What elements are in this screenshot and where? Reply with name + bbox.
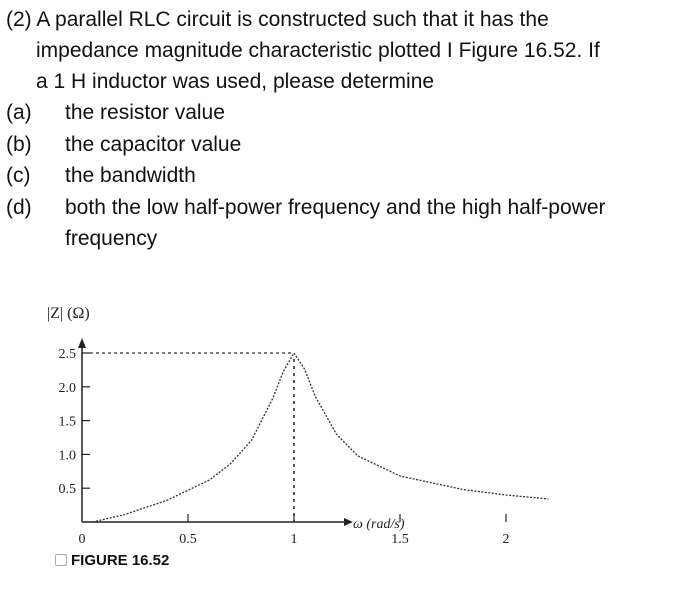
part-text: the capacitor value bbox=[65, 133, 242, 156]
y-tick-label: 2.5 bbox=[58, 347, 76, 362]
y-tick-label: 0.5 bbox=[58, 482, 76, 498]
y-tick-label: 1.5 bbox=[58, 414, 76, 430]
part-text: the bandwidth bbox=[65, 164, 196, 187]
figure-caption-text: FIGURE 16.52 bbox=[71, 552, 170, 569]
x-tick-label: 1 bbox=[290, 532, 298, 547]
part-label: (c) bbox=[6, 164, 31, 187]
part-label: (d) bbox=[6, 196, 32, 219]
figure-caption bbox=[55, 552, 169, 569]
part-label: (a) bbox=[6, 101, 32, 124]
part-text: frequency bbox=[65, 227, 158, 250]
y-tick-label: 1.0 bbox=[58, 448, 76, 464]
figure-link-icon bbox=[55, 554, 67, 566]
x-axis-label: ω (rad/s) bbox=[353, 517, 405, 532]
chart-plot-area bbox=[59, 338, 549, 547]
part-text: the resistor value bbox=[65, 101, 225, 124]
y-tick-label: 2.0 bbox=[58, 380, 76, 396]
x-tick-label: 1.5 bbox=[391, 532, 409, 547]
y-axis-label: |Z| (Ω) bbox=[47, 305, 90, 322]
x-tick-label: 0 bbox=[78, 532, 86, 547]
y-axis-arrow bbox=[78, 338, 86, 348]
x-tick-label: 2 bbox=[502, 532, 510, 547]
x-tick-label: 0.5 bbox=[179, 532, 197, 547]
part-label: (b) bbox=[6, 133, 32, 156]
impedance-curve bbox=[93, 353, 549, 522]
problem-intro-line: impedance magnitude characteristic plotted I Figure 16.52. If bbox=[36, 39, 600, 62]
x-axis-arrow bbox=[344, 518, 353, 526]
part-text: both the low half-power frequency and the high half-power bbox=[65, 196, 606, 219]
problem-intro-line: a 1 H inductor was used, please determine bbox=[36, 70, 435, 93]
problem-intro-line: (2) A parallel RLC circuit is constructed such that it has the bbox=[6, 8, 549, 31]
